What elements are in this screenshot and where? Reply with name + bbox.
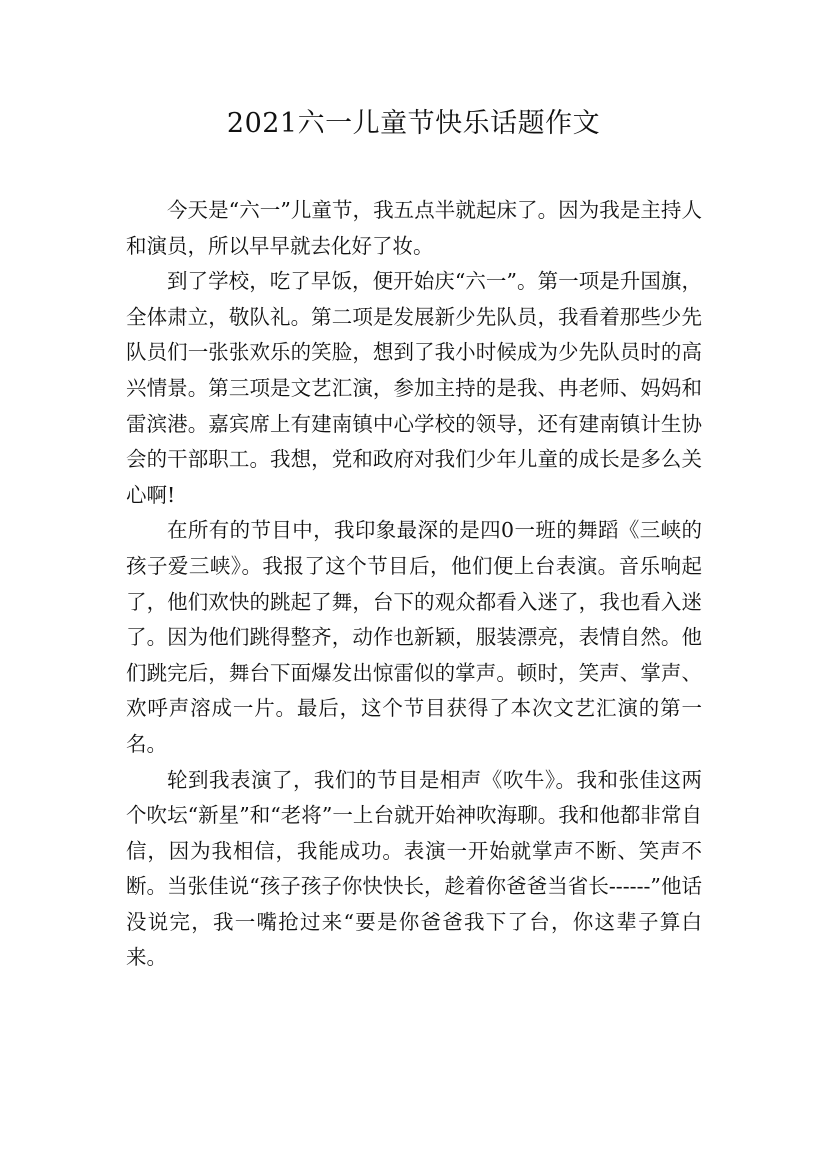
paragraph-3: 在所有的节目中，我印象最深的是四0一班的舞蹈《三峡的孩子爱三峡》。我报了这个节目后，他们便上台表演。音乐响起了，他们欢快的跳起了舞，台下的观众都看入迷了，我也看入迷了。因为他们跳得整齐，动作也新颖，服装漂亮，表情自然。他们跳完后，舞台下面爆发出惊雷似的掌声。顿时，笑声、掌声、欢呼声溶成一片。最后，这个节目获得了本次文艺汇演的第一名。 xyxy=(126,518,702,756)
document-title: 2021六一儿童节快乐话题作文 xyxy=(226,108,601,139)
paragraph-4: 轮到我表演了，我们的节目是相声《吹牛》。我和张佳这两个吹坛“新星”和“老将”一上台就开始神吹海聊。我和他都非常自信，因为我相信，我能成功。表演一开始就掌声不断、笑声不断。当张佳说“孩子孩子你快快长，趁着你爸爸当省长------”他话没说完，我一嘴抢过来“要是你爸爸我下了台，你这辈子算白来。 xyxy=(126,767,702,970)
paragraph-2: 到了学校，吃了早饭，便开始庆“六一”。第一项是升国旗，全体肃立，敬队礼。第二项是发展新少先队员，我看着那些少先队员们一张张欢乐的笑脸，想到了我小时候成为少先队员时的高兴情景。第三项是文艺汇演，参加主持的是我、冉老师、妈妈和雷滨港。嘉宾席上有建南镇中心学校的领导，还有建南镇计生协会的干部职工。我想，党和政府对我们少年儿童的成长是多么关心啊! xyxy=(126,269,702,507)
paragraph-1: 今天是“六一”儿童节，我五点半就起床了。因为我是主持人和演员，所以早早就去化好了妆。 xyxy=(126,198,702,258)
essay-body xyxy=(126,193,702,976)
